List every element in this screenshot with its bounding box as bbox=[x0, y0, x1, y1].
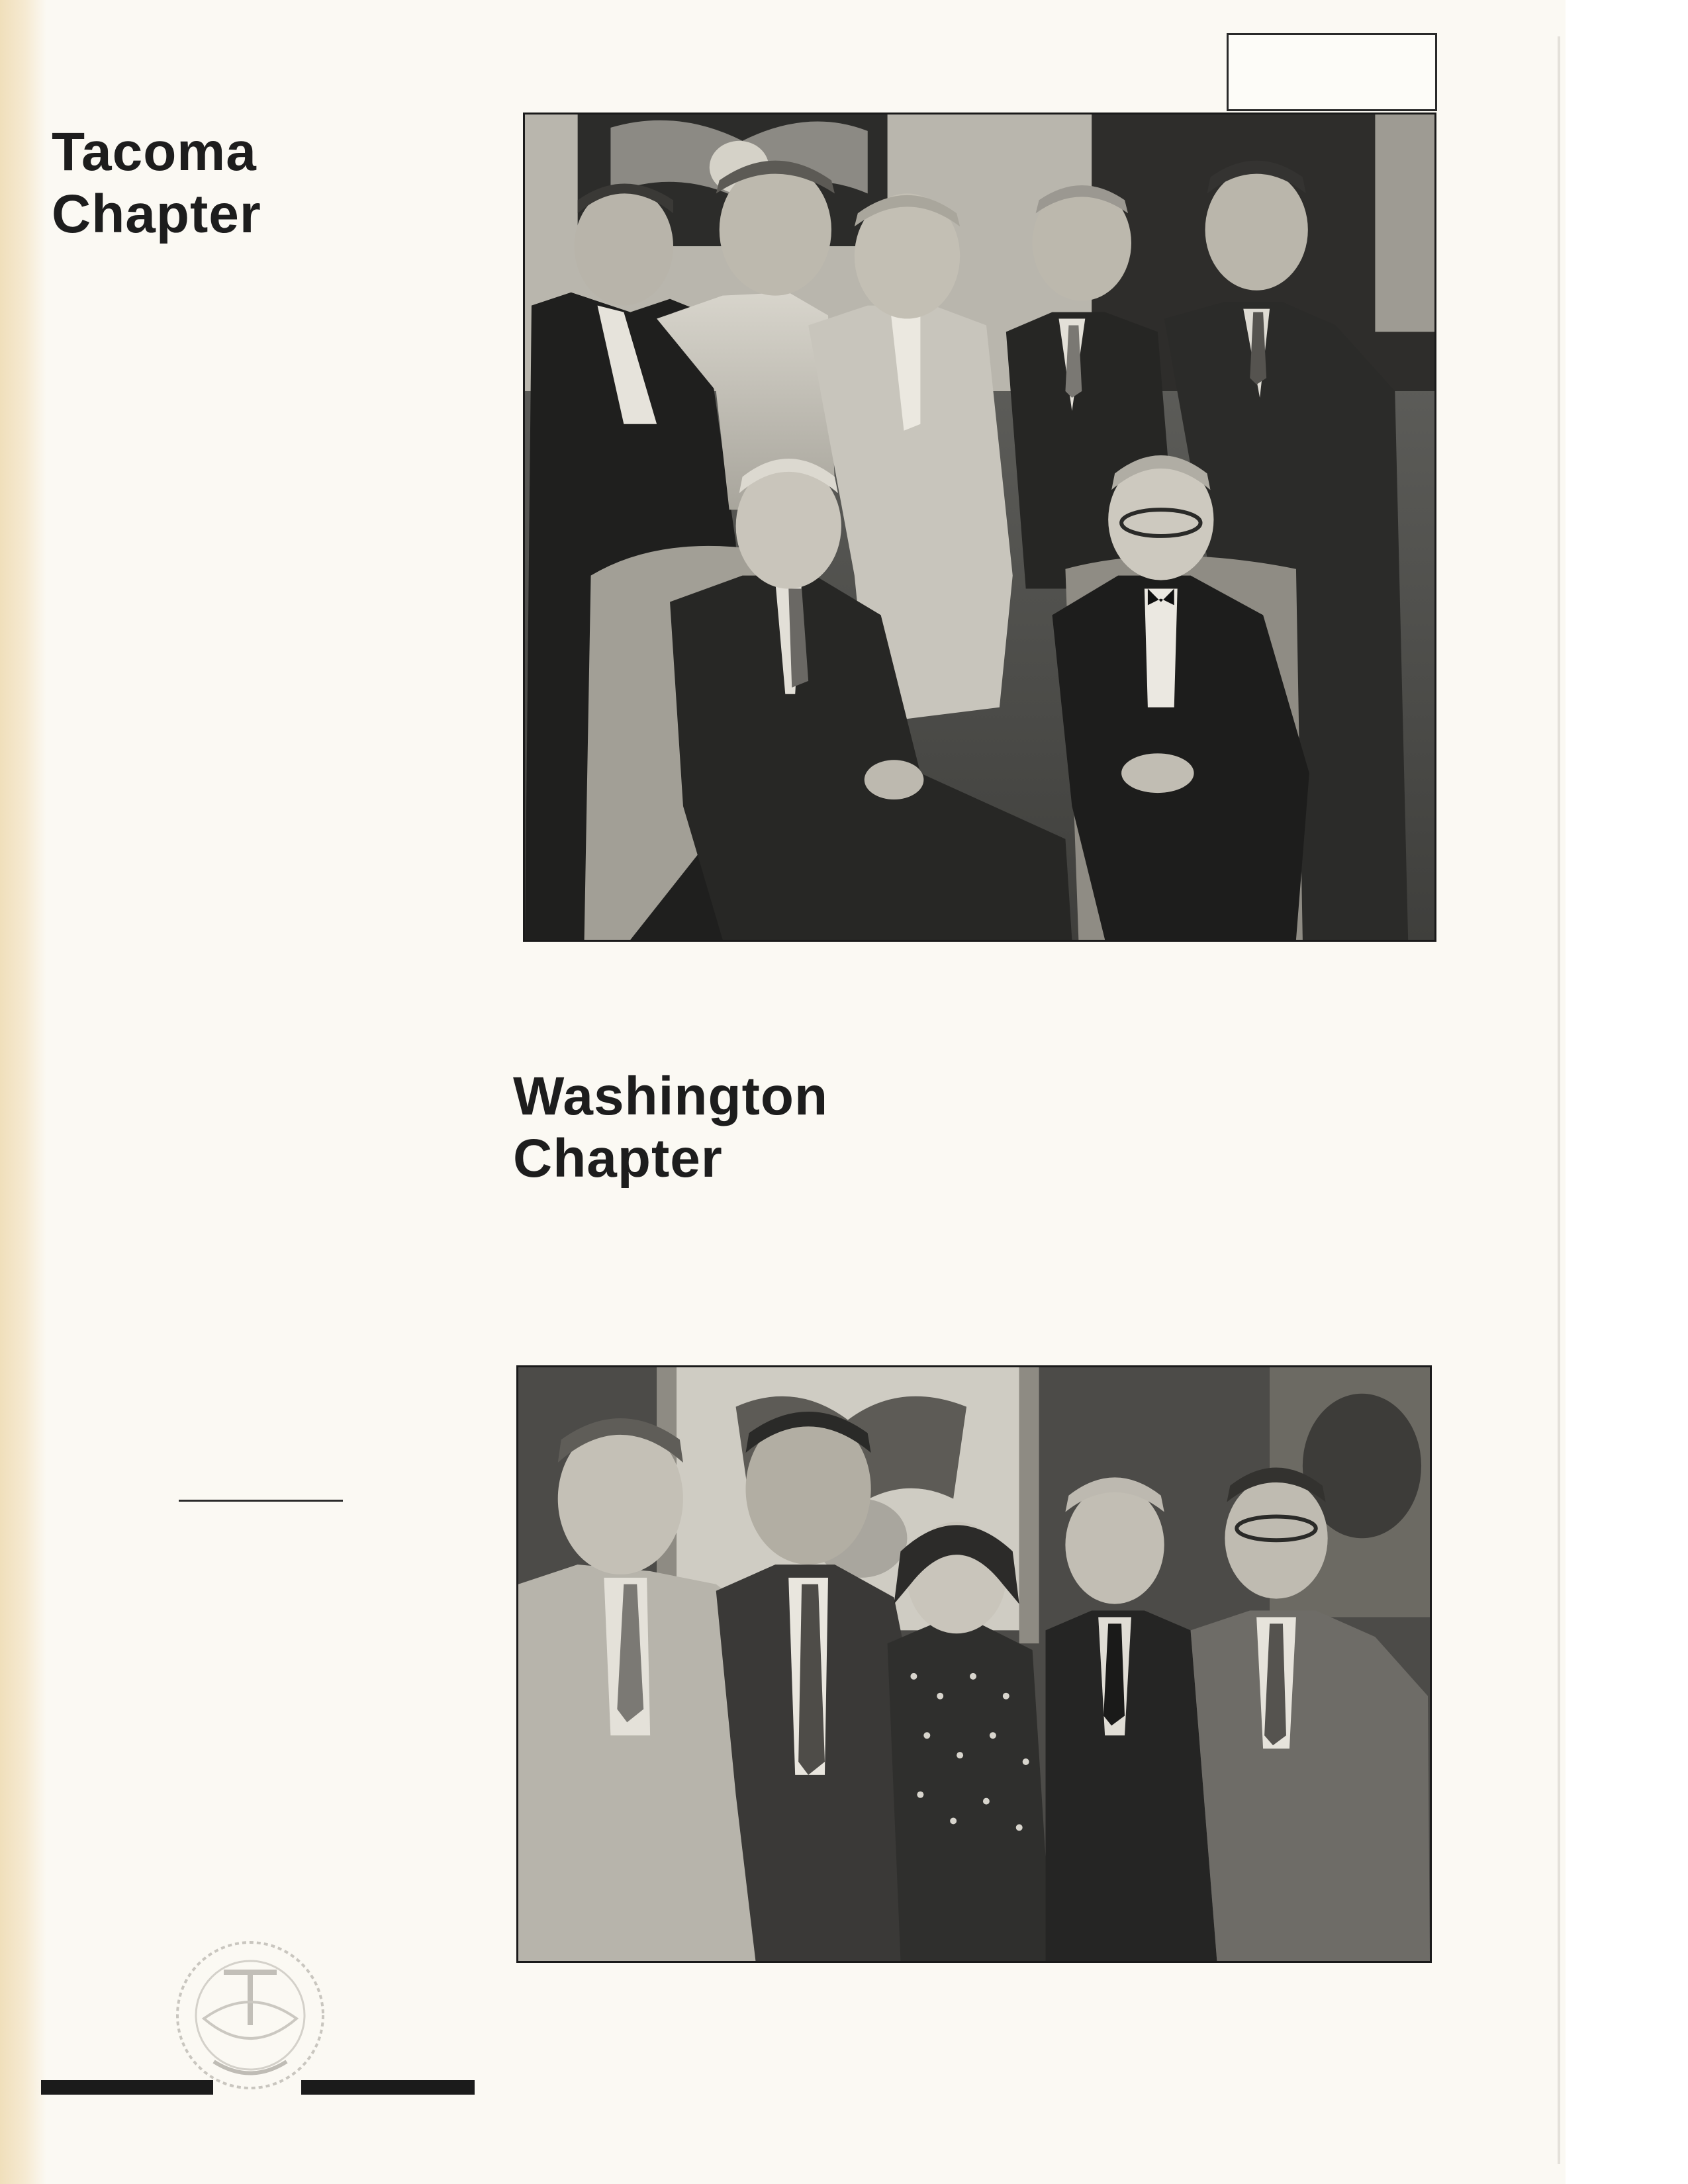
washington-photo-image bbox=[518, 1367, 1430, 1961]
organization-seal-icon bbox=[151, 1926, 350, 2101]
page-edge-line bbox=[1558, 36, 1560, 2164]
washington-chapter-photo bbox=[516, 1365, 1432, 1963]
tacoma-chapter-heading bbox=[52, 121, 261, 246]
footer-rule-left bbox=[41, 2080, 213, 2095]
washington-heading-line-1: Washington bbox=[513, 1066, 829, 1126]
tacoma-heading-line-1: Tacoma bbox=[52, 122, 257, 182]
page-spine bbox=[0, 0, 46, 2184]
washington-heading-line-2: Chapter bbox=[513, 1128, 723, 1189]
tacoma-heading-line-2: Chapter bbox=[52, 184, 261, 244]
washington-chapter-heading bbox=[513, 1066, 828, 1190]
page-number-box bbox=[1227, 33, 1437, 111]
tacoma-chapter-photo bbox=[523, 113, 1436, 942]
section-divider-rule bbox=[179, 1500, 343, 1502]
footer-rule-right bbox=[301, 2080, 475, 2095]
page-right-margin bbox=[1566, 0, 1688, 2184]
tacoma-photo-image bbox=[525, 114, 1434, 940]
